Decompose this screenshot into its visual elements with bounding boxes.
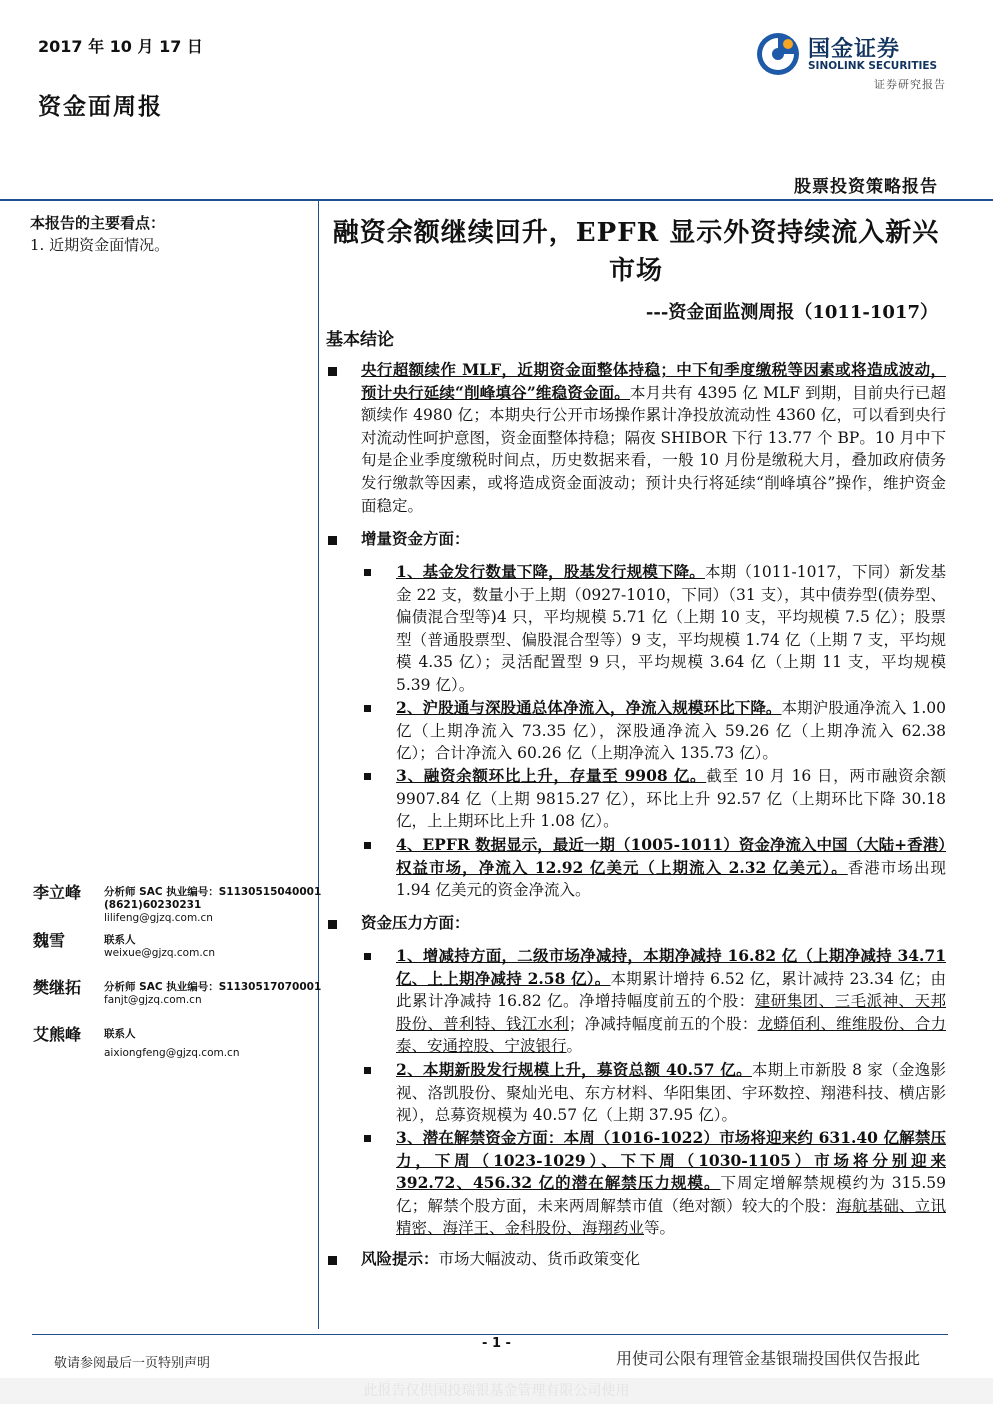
top-increase-stocks-link[interactable]: 建研集团、三毛派神、天邦股份、普利特、钱江水利 <box>396 992 946 1033</box>
risk-warning <box>361 1248 640 1271</box>
analyst-role: 联系人 <box>104 934 136 946</box>
header-divider <box>0 199 993 201</box>
sub-bullet-icon <box>364 705 371 712</box>
funding-pressure-heading: 资金压力方面： <box>361 913 470 932</box>
report-title: 融资余额继续回升，EPFR 显示外资持续流入新兴市场 <box>332 218 940 286</box>
analyst-info <box>104 981 321 1007</box>
item-body: 香港市场出现 1.94 亿美元的资金净流入。 <box>396 858 946 900</box>
sub-bullet-icon <box>364 953 371 960</box>
analyst-email[interactable]: lilifeng@gjzq.com.cn <box>104 912 213 924</box>
logo-subtitle: 证券研究报告 <box>874 78 946 91</box>
top-decrease-stocks-link[interactable]: 龙蟒佰利、维维股份、合力泰、安通控股、宁波银行 <box>396 1014 946 1056</box>
sub-bullet-icon <box>364 842 371 849</box>
sub-bullet-icon <box>364 773 371 780</box>
item-headline: 1、基金发行数量下降，股基发行规模下降。 <box>396 562 705 581</box>
report-type: 资金面周报 <box>38 93 163 120</box>
epfr-item <box>396 834 946 902</box>
margin-balance-item <box>396 765 946 833</box>
item-body: 等。 <box>644 1219 676 1238</box>
lockup-stocks-link[interactable]: 海航基础、立讯精密、海洋王、金科股份、海翔药业 <box>396 1196 946 1238</box>
holdings-change-item <box>396 945 946 1058</box>
conclusion-headline: 央行超额续作 MLF，近期资金面整体持稳；中下旬季度缴税等因素或将造成波动，预计央行延续“削峰填谷”维稳资金面。 <box>361 360 946 402</box>
analyst-role: 分析师 SAC 执业编号：S1130517070001 <box>104 981 322 993</box>
analyst-name: 樊继拓 <box>33 978 82 997</box>
bullet-icon <box>328 1256 337 1265</box>
sub-bullet-icon <box>364 1135 371 1142</box>
analyst-name: 李立峰 <box>33 883 82 902</box>
report-category: 股票投资策略报告 <box>794 177 938 197</box>
incremental-funds-heading: 增量资金方面： <box>361 529 470 548</box>
analyst-name: 艾熊峰 <box>33 1025 82 1044</box>
risk-text: 市场大幅波动、货币政策变化 <box>438 1250 641 1268</box>
bullet-icon <box>328 536 337 545</box>
analyst-info <box>104 934 215 960</box>
column-divider <box>318 201 319 1329</box>
report-subtitle: ---资金面监测周报（1011-1017） <box>645 302 938 323</box>
item-headline: 3、潜在解禁资金方面：本周（1016-1022）市场将迎来约 631.40 亿解禁压力，下周（1023-1029）、下下周（1030-1105）市场将分别迎来 392.72、456.32 亿的潜在解禁压力规模。 <box>396 1128 946 1193</box>
conclusion-body: 本月共有 4395 亿 MLF 到期，目前央行已超额续作 4980 亿；本期央行公开市场操作累计净投放流动性 4360 亿，可以看到央行对流动性呵护意图，资金面整体持稳；隔夜 SHIBOR 下行 13.77 个 BP。10 月中下旬是企业季度缴税时间点，历史数据来看，一般 10 月份是缴税大月，叠加政府债务发行缴款等因素，或将造成资金面波动；预计央行将延续“削峰填谷”操作，维护资金面稳定。 <box>361 383 946 515</box>
bullet-icon <box>328 367 337 376</box>
footer-divider <box>32 1334 948 1335</box>
company-logo <box>756 30 946 94</box>
item-body: ；净减持幅度前五的个股： <box>568 1014 758 1033</box>
item-headline: 2、沪股通与深股通总体净流入，净流入规模环比下降。 <box>396 698 782 717</box>
watermark: 此报告仅供国投瑞银基金管理有限公司使用 <box>0 1378 993 1404</box>
item-headline: 1、增减持方面，二级市场净减持，本期净减持 16.82 亿（上期净减持 34.71 亿、上上期净减持 2.58 亿）。 <box>396 946 946 988</box>
stock-connect-item <box>396 697 946 765</box>
lockup-expiry-item <box>396 1127 946 1240</box>
item-body: 。 <box>566 1037 583 1056</box>
disclaimer-note: 敬请参阅最后一页特别声明 <box>54 1356 211 1371</box>
item-headline: 3、融资余额环比上升，存量至 9908 亿。 <box>396 766 707 785</box>
report-date: 2017 年 10 月 17 日 <box>38 37 203 56</box>
sub-bullet-icon <box>364 1067 371 1074</box>
item-body: 本期累计增持 6.52 亿，累计减持 23.34 亿；由此累计净减持 16.82 亿。净增持幅度前五的个股： <box>396 969 946 1011</box>
logo-en: SINOLINK SECURITIES <box>808 60 938 72</box>
ipo-item <box>396 1059 946 1127</box>
sub-bullet-icon <box>364 569 371 576</box>
logo-cn: 国金证券 <box>808 37 901 62</box>
page-number: - 1 - <box>482 1336 511 1351</box>
item-body: 本期（1011-1017，下同）新发基金 22 支，数量小于上期（0927-1010，下同）（31 支），其中债券型(债券型、偏债混合型等)4 只，平均规模 5.71 亿（上期 10 支，平均规模 7.5 亿）；股票型（普通股票型、偏股混合型等）9 支，平均规模 1.74 亿（上期 7 支，平均规模 4.35 亿）；灵活配置型 9 只，平均规模 3.64 亿（上期 11 支，平均规模 5.39 亿）。 <box>396 563 946 694</box>
item-body: 本期上市新股 8 家（金逸影视、洛凯股份、聚灿光电、东方材料、华阳集团、宇环数控、翔港科技、横店影视），总募资规模为 40.57 亿（上期 37.95 亿）。 <box>396 1061 946 1125</box>
analyst-role: 联系人 <box>104 1028 136 1040</box>
item-body: 截至 10 月 16 日，两市融资余额 9907.84 亿（上期 9815.27 亿），环比上升 92.57 亿（上期环比下降 30.18 亿，上上期环比上升 1.08 亿）。 <box>396 767 947 831</box>
fund-issuance-item <box>396 561 946 697</box>
analyst-info <box>104 1028 240 1060</box>
analyst-role: 分析师 SAC 执业编号：S1130515040001 <box>104 886 322 898</box>
key-point-item: 1. 近期资金面情况。 <box>30 236 170 254</box>
item-body: 下周定增解禁规模约为 315.59 亿；解禁个股方面，未来两周解禁市值（绝对额）较大的个股： <box>396 1174 946 1215</box>
analyst-phone: (8621)60230231 <box>104 899 202 911</box>
conclusion-paragraph <box>361 359 946 517</box>
key-points-title: 本报告的主要看点： <box>30 214 166 232</box>
analyst-email[interactable]: weixue@gjzq.com.cn <box>104 947 216 959</box>
analyst-email[interactable]: fanjt@gjzq.com.cn <box>104 994 202 1006</box>
analyst-email[interactable]: aixiongfeng@gjzq.com.cn <box>104 1047 240 1059</box>
risk-label: 风险提示： <box>361 1249 439 1268</box>
analyst-name: 魏雪 <box>33 931 66 950</box>
footer-right-text: 用使司公限有理管金基银瑞投国供仅告报此 <box>616 1349 921 1368</box>
item-headline: 4、EPFR 数据显示，最近一期（1005-1011）资金净流入中国（大陆+香港）权益市场，净流入 12.92 亿美元（上期流入 2.32 亿美元）。 <box>396 835 946 877</box>
analyst-info <box>104 886 321 925</box>
bullet-icon <box>328 920 337 929</box>
sinolink-logo-icon <box>756 32 800 76</box>
section-heading: 基本结论 <box>326 330 394 350</box>
item-body: 本期沪股通净流入 1.00 亿（上期净流入 73.35 亿），深股通净流入 59.26 亿（上期净流入 62.38 亿）；合计净流入 60.26 亿（上期净流入 135.73 亿）。 <box>396 699 946 763</box>
item-headline: 2、本期新股发行规模上升，募资总额 40.57 亿。 <box>396 1060 752 1079</box>
